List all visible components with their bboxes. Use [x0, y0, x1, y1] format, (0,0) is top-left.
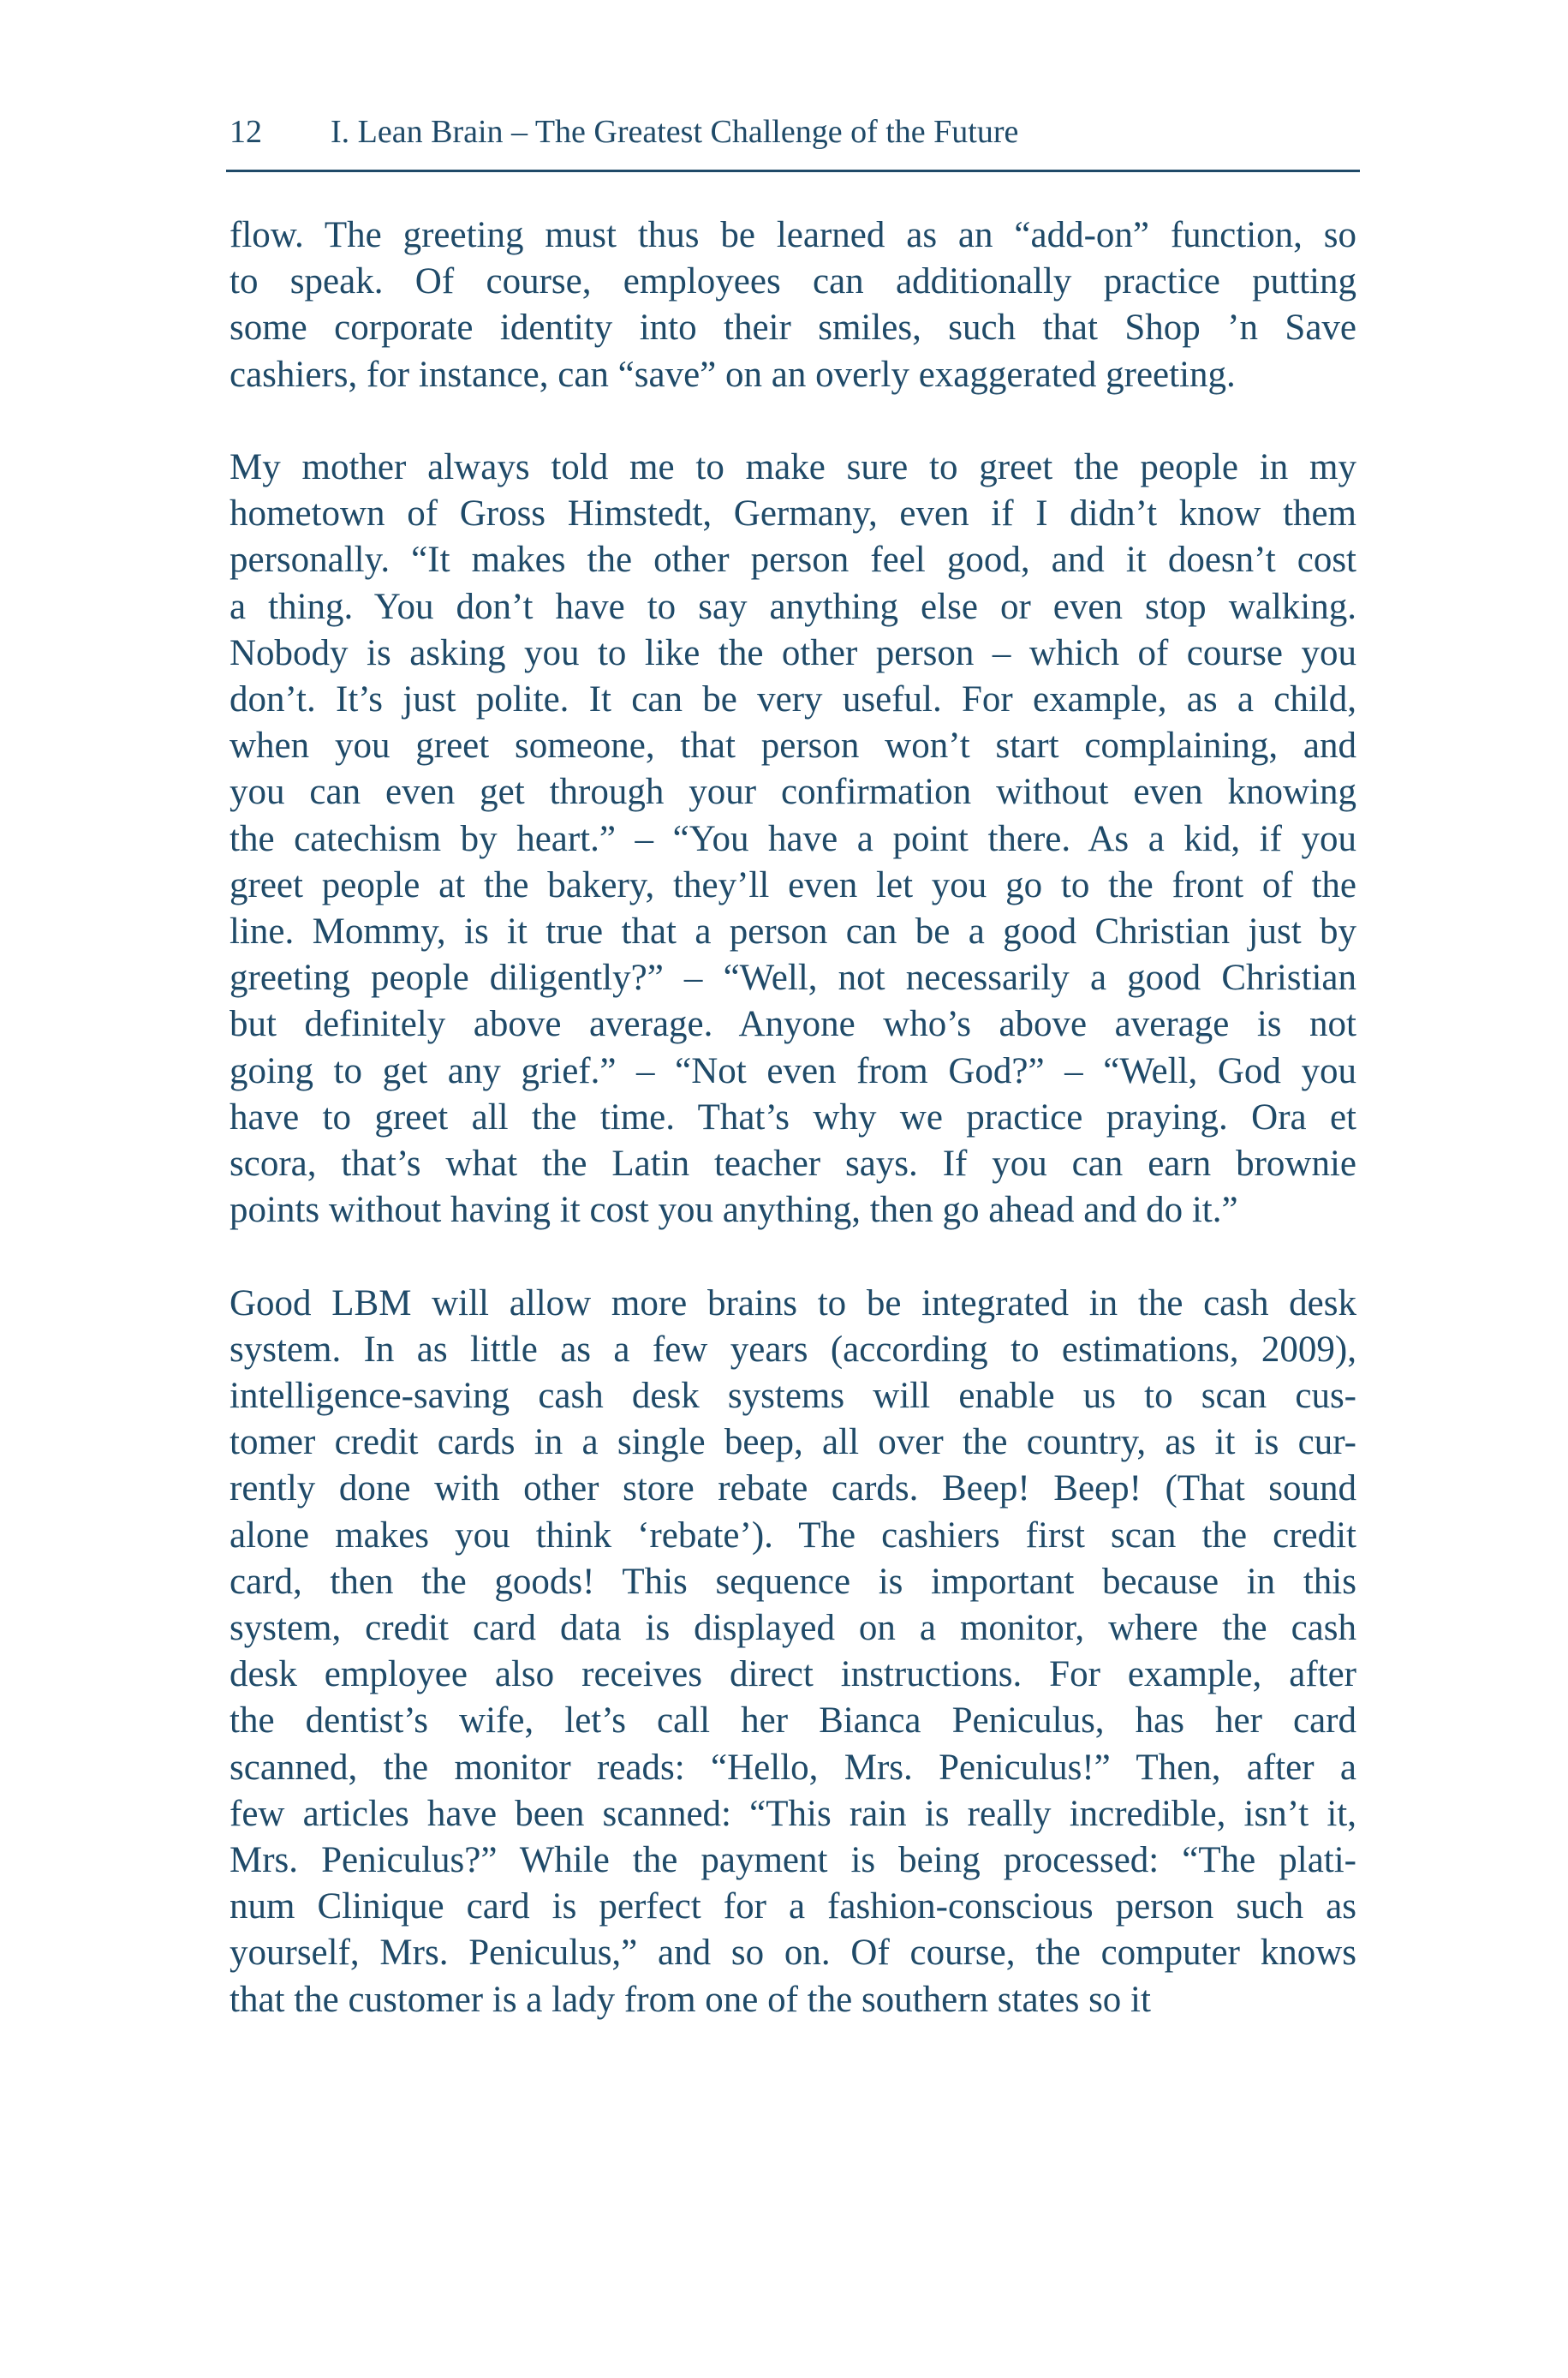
text-line: alone makes you think ‘rebate’). The cashiers first scan the credit: [230, 1515, 1356, 1556]
text-line: greeting people diligently?” – “Well, not necessarily a good Christian: [230, 958, 1356, 999]
text-line: a thing. You don’t have to say anything else or even stop walking.: [230, 586, 1356, 627]
text-line: going to get any grief.” – “Not even from God?” – “Well, God you: [230, 1050, 1356, 1091]
text-line: intelligence-saving cash desk systems will enable us to scan cus-: [230, 1376, 1356, 1417]
text-line: hometown of Gross Himstedt, Germany, even if I didn’t know them: [230, 493, 1356, 535]
header-rule: [226, 170, 1360, 172]
text-line: system. In as little as a few years (according to estimations, 2009),: [230, 1329, 1356, 1370]
text-line: greet people at the bakery, they’ll even let you go to the front of the: [230, 864, 1356, 905]
body-text: [230, 212, 1356, 2023]
text-line: few articles have been scanned: “This rain is really incredible, isn’t it,: [230, 1793, 1356, 1834]
text-line: scanned, the monitor reads: “Hello, Mrs. Peniculus!” Then, after a: [230, 1747, 1356, 1788]
text-line: line. Mommy, is it true that a person can be a good Christian just by: [230, 911, 1356, 953]
text-line: num Clinique card is perfect for a fashion-conscious person such as: [230, 1886, 1356, 1927]
page-number: 12: [230, 114, 262, 150]
text-line: Nobody is asking you to like the other person – which of course you: [230, 632, 1356, 673]
text-line: some corporate identity into their smiles, such that Shop ’n Save: [230, 308, 1356, 349]
text-line: but definitely above average. Anyone who’s above average is not: [230, 1004, 1356, 1045]
text-line: desk employee also receives direct instructions. For example, after: [230, 1654, 1356, 1695]
text-line: points without having it cost you anything, then go ahead and do it.”: [230, 1190, 1238, 1231]
text-line: don’t. It’s just polite. It can be very useful. For example, as a child,: [230, 679, 1356, 720]
text-line: tomer credit cards in a single beep, all over the country, as it is cur-: [230, 1422, 1356, 1463]
text-line: the dentist’s wife, let’s call her Bianca Peniculus, has her card: [230, 1700, 1356, 1742]
paragraph: [230, 212, 1356, 398]
text-line: rently done with other store rebate cards. Beep! Beep! (That sound: [230, 1468, 1356, 1509]
running-header: [230, 113, 1360, 151]
text-line: cashiers, for instance, can “save” on an overly exaggerated greeting.: [230, 354, 1236, 395]
text-line: you can even get through your confirmation without even knowing: [230, 772, 1356, 813]
text-line: Mrs. Peniculus?” While the payment is being processed: “The plati-: [230, 1840, 1356, 1881]
text-line: card, then the goods! This sequence is important because in this: [230, 1561, 1356, 1602]
running-title: I. Lean Brain – The Greatest Challenge of the Future: [331, 114, 1019, 150]
paragraph: [230, 1281, 1356, 2023]
text-line: My mother always told me to make sure to greet the people in my: [230, 447, 1356, 487]
text-line: yourself, Mrs. Peniculus,” and so on. Of course, the computer knows: [230, 1933, 1356, 1974]
text-line: personally. “It makes the other person feel good, and it doesn’t cost: [230, 540, 1356, 581]
text-line: have to greet all the time. That’s why we practice praying. Ora et: [230, 1096, 1356, 1138]
text-line: system, credit card data is displayed on a monitor, where the cash: [230, 1608, 1356, 1649]
text-line: that the customer is a lady from one of the southern states so it: [230, 1979, 1151, 2020]
text-line: scora, that’s what the Latin teacher says. If you can earn brownie: [230, 1144, 1356, 1185]
text-line: when you greet someone, that person won’t start complaining, and: [230, 726, 1356, 767]
text-line: Good LBM will allow more brains to be integrated in the cash desk: [230, 1282, 1356, 1323]
paragraph: [230, 445, 1356, 1234]
text-line: flow. The greeting must thus be learned as an “add-on” function, so: [230, 215, 1356, 255]
text-line: to speak. Of course, employees can additionally practice putting: [230, 261, 1356, 302]
text-line: the catechism by heart.” – “You have a point there. As a kid, if you: [230, 818, 1356, 859]
